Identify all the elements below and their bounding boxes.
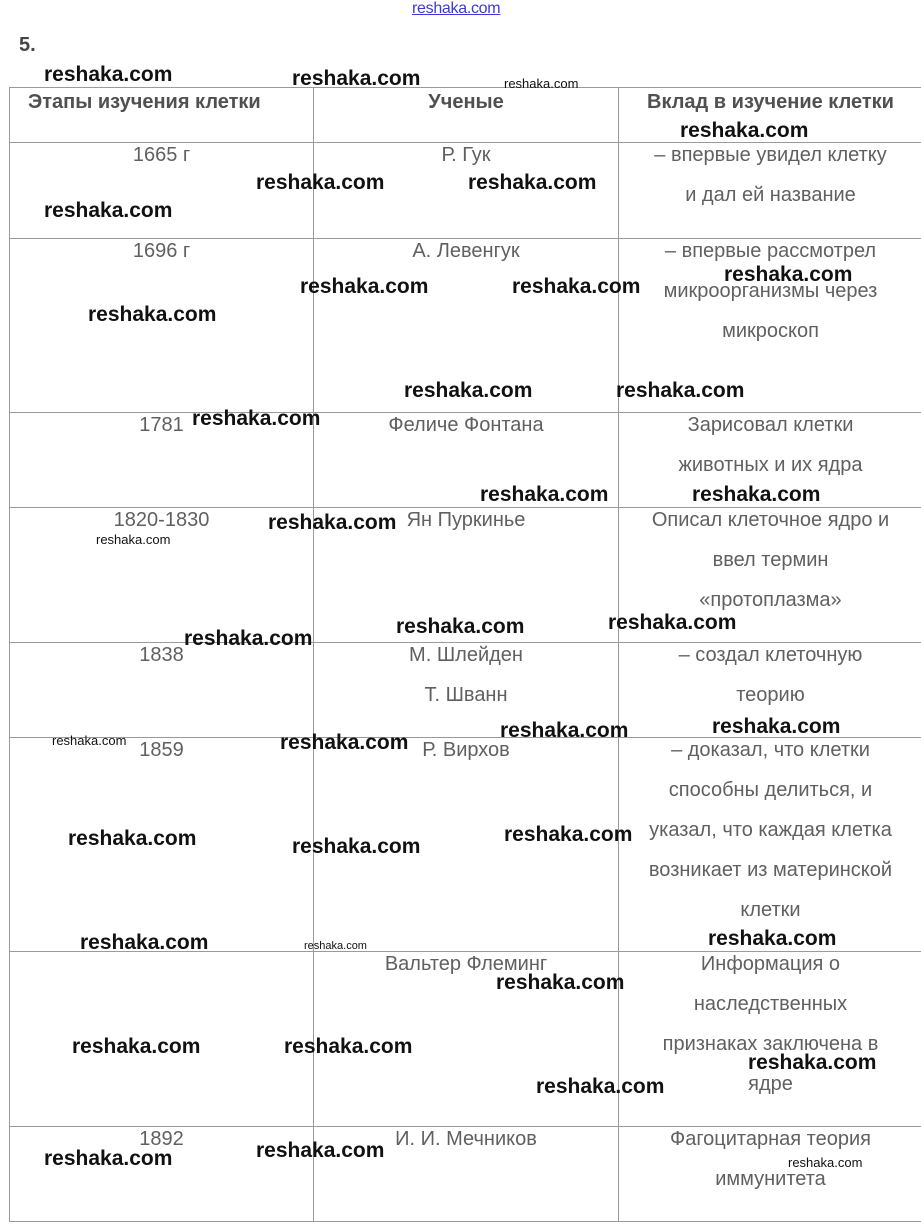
table-row <box>10 508 921 643</box>
contribution-cell: – впервые увидел клетку и дал ей название <box>619 143 921 239</box>
scientists-cell: Феличе Фонтана <box>314 413 619 508</box>
table-row <box>10 413 921 508</box>
watermark: reshaka.com <box>396 615 525 638</box>
watermark: reshaka.com <box>268 511 397 534</box>
column-header-scientists: Ученые <box>314 88 619 143</box>
contribution-cell: – доказал, что клетки способны делиться, и указал, что каждая клетка возникает из материнской клетки <box>619 738 921 952</box>
column-header-contribution: Вклад в изучение клетки <box>619 88 921 143</box>
watermark: reshaka.com <box>788 1155 863 1170</box>
watermark: reshaka.com <box>616 379 745 402</box>
watermark: reshaka.com <box>480 483 609 506</box>
watermark: reshaka.com <box>80 931 209 954</box>
watermark: reshaka.com <box>68 827 197 850</box>
stage-cell: 1665 г <box>10 143 314 239</box>
watermark: reshaka.com <box>512 275 641 298</box>
stage-cell: 1820-1830 <box>10 508 314 643</box>
watermark: reshaka.com <box>304 940 367 952</box>
scientists-cell: Р. Гук <box>314 143 619 239</box>
table-row <box>10 952 921 1127</box>
contribution-cell: Информация о наследственных признаках заключена в ядре <box>619 952 921 1127</box>
scientists-cell: И. И. Мечников <box>314 1127 619 1222</box>
watermark: reshaka.com <box>708 927 837 950</box>
stage-cell: 1892 <box>10 1127 314 1222</box>
table-row <box>10 738 921 952</box>
watermark: reshaka.com <box>292 67 421 90</box>
watermark: reshaka.com <box>536 1075 665 1098</box>
watermark: reshaka.com <box>504 76 579 91</box>
watermark: reshaka.com <box>44 1147 173 1170</box>
scientists-cell: Р. Вирхов <box>314 738 619 952</box>
table-row <box>10 643 921 738</box>
watermark: reshaka.com <box>256 171 385 194</box>
table-row <box>10 1127 921 1222</box>
scientists-cell: Ян Пуркинье <box>314 508 619 643</box>
scientists-cell: М. Шлейден Т. Шванн <box>314 643 619 738</box>
watermark: reshaka.com <box>88 303 217 326</box>
watermark: reshaka.com <box>284 1035 413 1058</box>
watermark: reshaka.com <box>748 1051 877 1074</box>
watermark: reshaka.com <box>712 715 841 738</box>
stage-cell <box>10 952 314 1127</box>
scientists-cell: А. Левенгук <box>314 239 619 413</box>
table-row <box>10 143 921 239</box>
contribution-cell: Зарисовал клетки животных и их ядра <box>619 413 921 508</box>
watermark: reshaka.com <box>96 532 171 547</box>
watermark: reshaka.com <box>608 611 737 634</box>
history-table <box>9 87 921 1222</box>
contribution-cell: – впервые рассмотрел микроорганизмы через микроскоп <box>619 239 921 413</box>
watermark: reshaka.com <box>44 63 173 86</box>
watermark: reshaka.com <box>192 407 321 430</box>
watermark: reshaka.com <box>292 835 421 858</box>
stage-cell: 1859 <box>10 738 314 952</box>
watermark: reshaka.com <box>72 1035 201 1058</box>
watermark: reshaka.com <box>256 1139 385 1162</box>
watermark: reshaka.com <box>300 275 429 298</box>
task-number: 5. <box>19 34 36 56</box>
watermark: reshaka.com <box>52 733 127 748</box>
watermark: reshaka.com <box>496 971 625 994</box>
scientists-cell: Вальтер Флеминг <box>314 952 619 1127</box>
watermark: reshaka.com <box>724 263 853 286</box>
watermark: reshaka.com <box>184 627 313 650</box>
watermark: reshaka.com <box>680 119 809 142</box>
contribution-cell: Фагоцитарная теория иммунитета <box>619 1127 921 1222</box>
contribution-cell: Описал клеточное ядро и ввел термин «протоплазма» <box>619 508 921 643</box>
stage-cell: 1838 <box>10 643 314 738</box>
watermark: reshaka.com <box>500 719 629 742</box>
table-row <box>10 239 921 413</box>
site-link[interactable]: reshaka.com <box>412 0 501 17</box>
watermark: reshaka.com <box>280 731 409 754</box>
stage-cell: 1781 <box>10 413 314 508</box>
watermark: reshaka.com <box>692 483 821 506</box>
watermark: reshaka.com <box>504 823 633 846</box>
watermark: reshaka.com <box>404 379 533 402</box>
watermark: reshaka.com <box>44 199 173 222</box>
column-header-stage: Этапы изучения клетки <box>10 88 314 143</box>
stage-cell: 1696 г <box>10 239 314 413</box>
watermark: reshaka.com <box>468 171 597 194</box>
contribution-cell: – создал клеточную теорию <box>619 643 921 738</box>
